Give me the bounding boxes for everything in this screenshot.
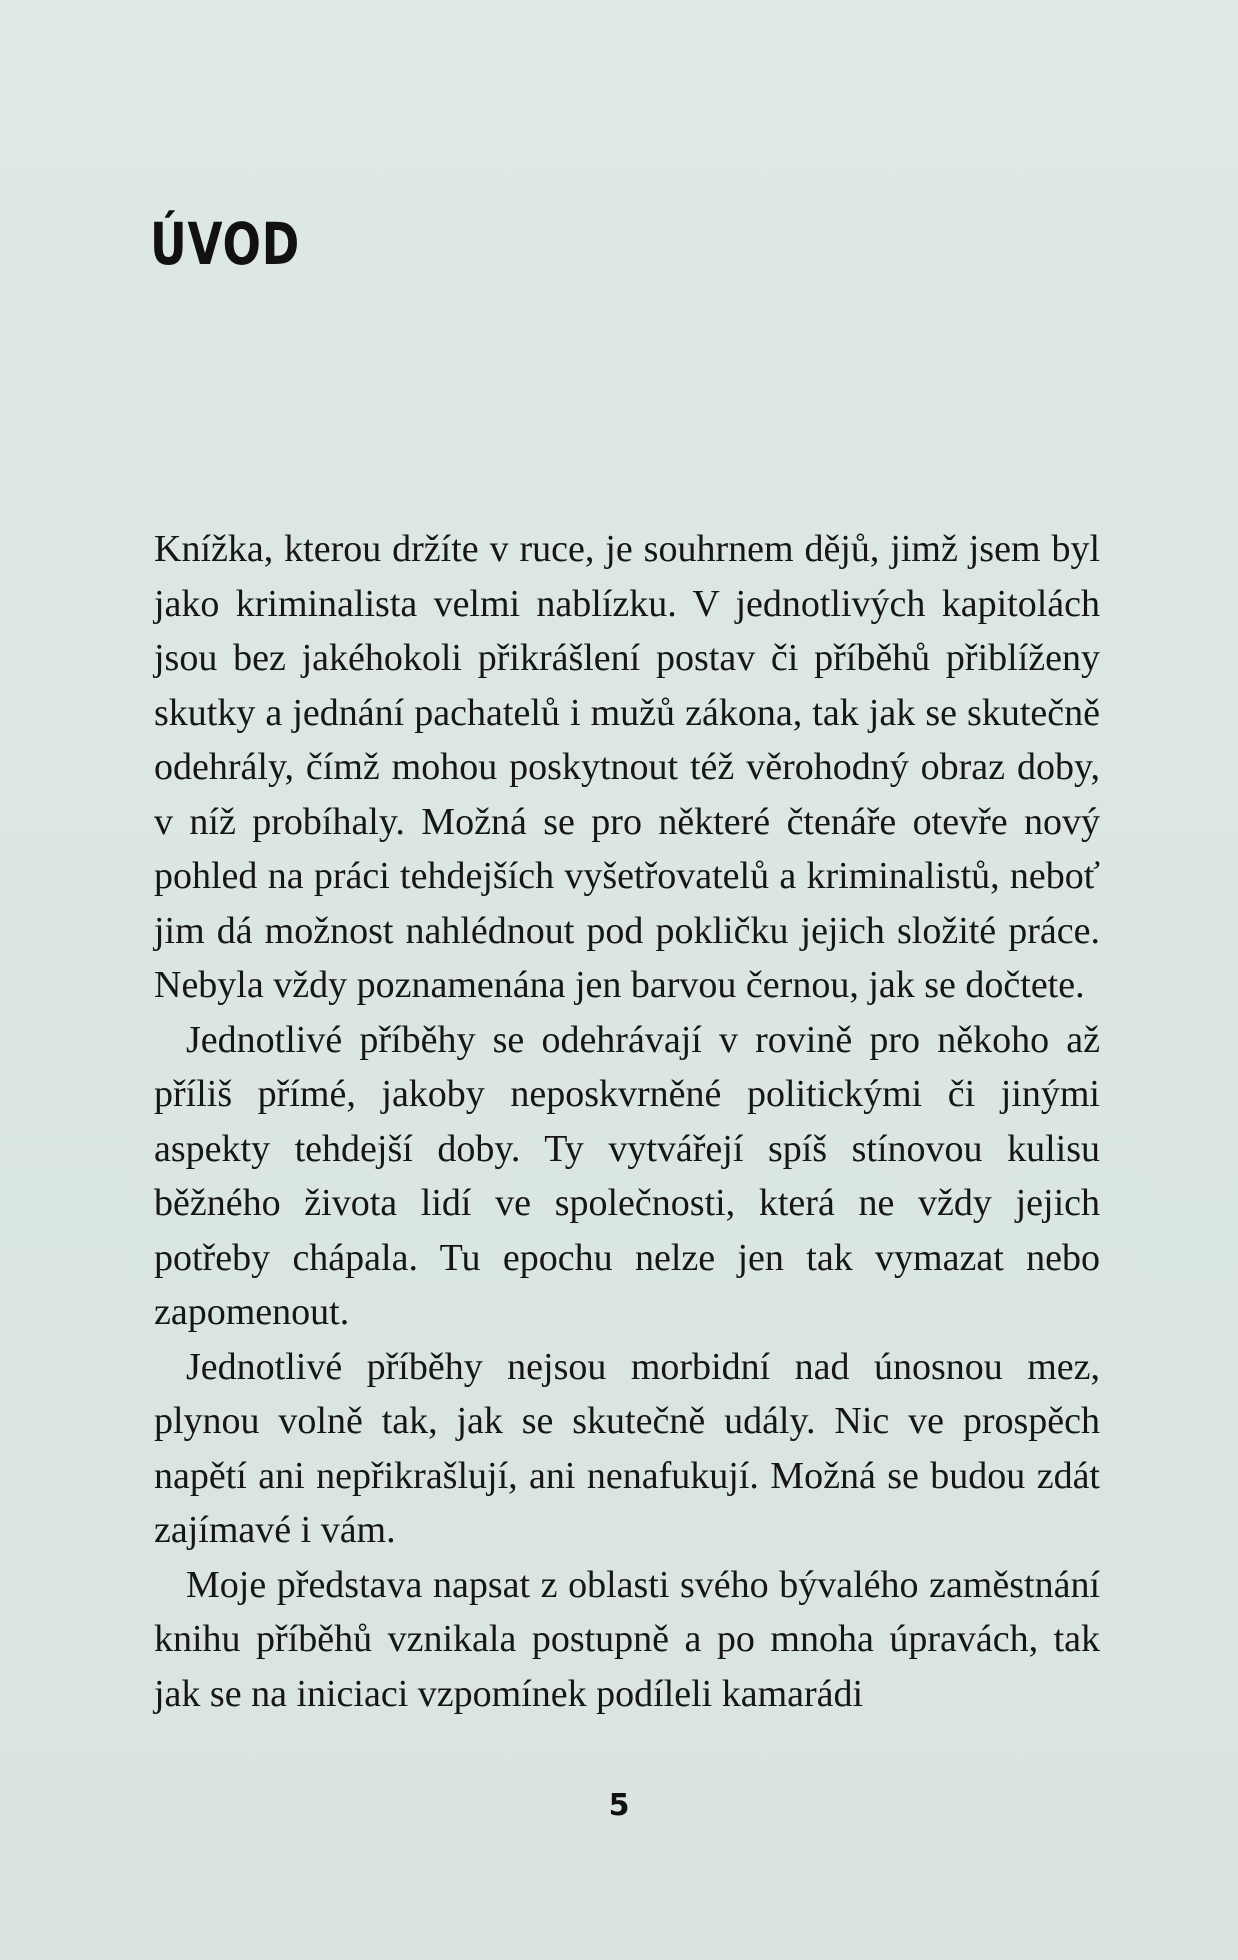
- paragraph-1: Knížka, kterou držíte v ruce, je souhrnem dějů, jimž jsem byl jako kriminalista velmi nablízku. V jednotlivých kapitolách jsou bez jakéhokoli přikrášlení postav či příběhů přiblíženy skutky a jednání pachatelů i mužů zákona, tak jak se skutečně odehrály, čímž mohou poskytnout též věrohodný obraz doby, v níž probíhaly. Možná se pro některé čtenáře otevře nový pohled na práci tehdejších vyšetřovatelů a kriminalistů, neboť jim dá možnost nahlédnout pod pokličku jejich složité práce. Nebyla vždy poznamenána jen barvou černou, jak se dočtete.: [154, 528, 1100, 1006]
- page-number: 5: [608, 1788, 630, 1823]
- paragraph-4: Moje představa napsat z oblasti svého bývalého zaměstnání knihu příběhů vznikala postupně a po mnoha úpravách, tak jak se na iniciaci vzpomínek podíleli kamarádi: [154, 1563, 1100, 1715]
- chapter-heading: ÚVOD: [150, 210, 301, 278]
- paragraph-3: Jednotlivé příběhy nejsou morbidní nad únosnou mez, plynou volně tak, jak se skutečně udály. Nic ve prospěch napětí ani nepřikrašlují, ani nenafukují. Možná se budou zdát zajímavé i vám.: [154, 1345, 1100, 1551]
- body-text: [154, 522, 1100, 1721]
- paragraph-2: Jednotlivé příběhy se odehrávají v rovině pro někoho až příliš přímé, jakoby neposkvrněné politickými či jinými aspekty tehdejší doby. Ty vytvářejí spíš stínovou kulisu běžného života lidí ve společnosti, která ne vždy jejich potřeby chápala. Tu epochu nelze jen tak vymazat nebo zapomenout.: [154, 1018, 1100, 1333]
